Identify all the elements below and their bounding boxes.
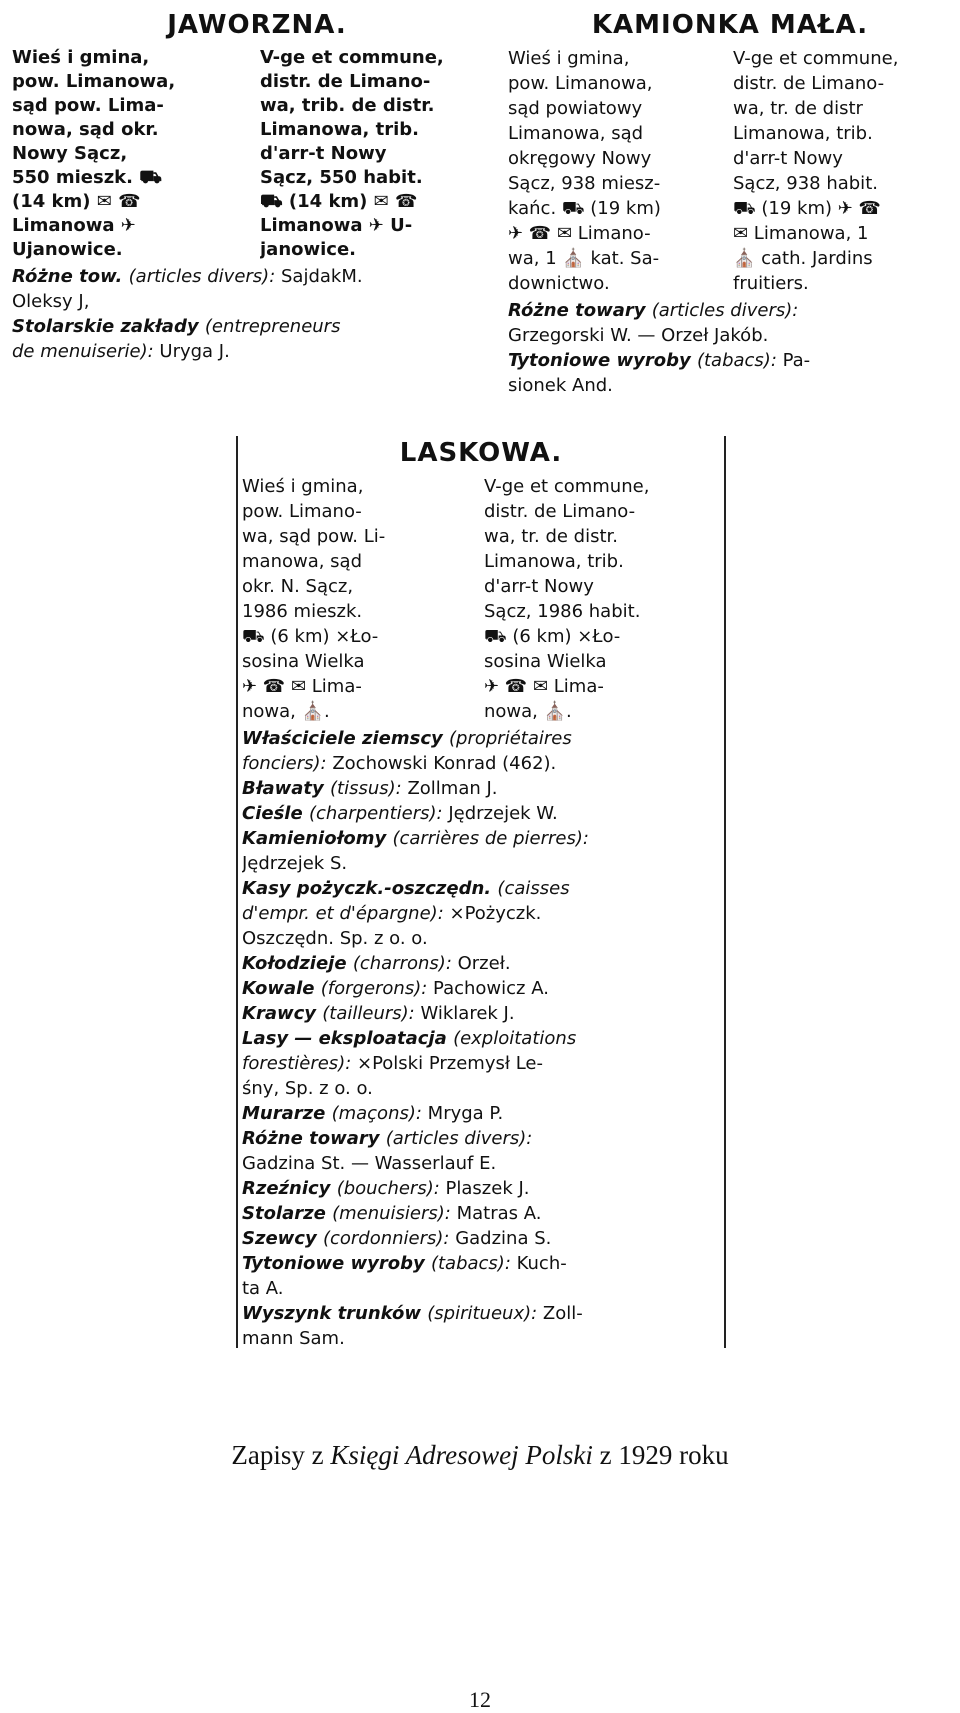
business-names: Zochowski Konrad (462). xyxy=(332,753,557,774)
description-line: nowa, ⛪. xyxy=(484,701,572,722)
trade-french: (articles divers): xyxy=(128,266,281,287)
listing-row xyxy=(242,1201,720,1226)
description-line: okr. N. Sącz, xyxy=(242,576,354,597)
description-line: Sącz, 938 miesz- xyxy=(508,173,661,194)
description-line: d'arr-t Nowy xyxy=(260,143,387,164)
entry-description-laskowa xyxy=(242,474,720,724)
trade-name: Tytoniowe wyroby xyxy=(242,1253,431,1274)
business-names: Gadzina St. — Wasserlauf E. xyxy=(242,1153,497,1174)
business-names: Oleksy J, xyxy=(12,291,90,312)
trade-french: (cordonniers): xyxy=(322,1228,456,1249)
description-line: Limanowa, trib. xyxy=(733,123,873,144)
listing-row xyxy=(242,976,720,1001)
description-line: kańc. ⛟ (19 km) xyxy=(508,198,661,219)
listing-row xyxy=(242,726,720,751)
description-line: d'arr-t Nowy xyxy=(733,148,843,169)
description-line: Nowy Sącz, xyxy=(12,143,128,164)
description-line: distr. de Limano- xyxy=(484,501,636,522)
listing-row xyxy=(12,339,502,364)
trade-french: (tabacs): xyxy=(430,1253,517,1274)
trade-name: Murarze xyxy=(242,1103,332,1124)
business-names: Wiklarek J. xyxy=(420,1003,515,1024)
business-names: Plaszek J. xyxy=(445,1178,530,1199)
listing-row xyxy=(242,1176,720,1201)
description-line: sąd powiatowy xyxy=(508,98,643,119)
description-line: Limanowa, trib. xyxy=(484,551,624,572)
listing-row xyxy=(242,851,720,876)
trade-name: Wyszynk trunków xyxy=(242,1303,428,1324)
trade-listing-jaworzna xyxy=(12,264,502,364)
description-line: pow. Limano- xyxy=(242,501,362,522)
caption-title: Księgi Adresowej Polski xyxy=(330,1440,593,1470)
trade-name: Właściciele ziemscy xyxy=(242,728,449,749)
listing-row xyxy=(242,951,720,976)
description-line: Sącz, 938 habit. xyxy=(733,173,878,194)
description-line: d'arr-t Nowy xyxy=(484,576,594,597)
description-line: ⛟ (19 km) ✈ ☎ xyxy=(733,198,881,219)
trade-name: Lasy — eksploatacja xyxy=(242,1028,454,1049)
figure-caption xyxy=(0,1440,960,1471)
description-line: ⛪ cath. Jardins xyxy=(733,248,873,269)
business-names: Pa- xyxy=(782,350,811,371)
listing-row xyxy=(508,298,952,323)
trade-french: fonciers): xyxy=(242,753,333,774)
listing-row xyxy=(12,314,502,339)
entry-description-kamionka-mala xyxy=(508,46,952,296)
business-names: Zoll- xyxy=(542,1303,583,1324)
description-french xyxy=(484,474,720,724)
description-line: wa, sąd pow. Li- xyxy=(242,526,386,547)
business-names: Gadzina S. xyxy=(455,1228,552,1249)
trade-french: (exploitations xyxy=(453,1028,577,1049)
description-polish xyxy=(242,474,478,724)
trade-french: (charrons): xyxy=(352,953,458,974)
trade-french: (entrepreneurs xyxy=(204,316,341,337)
entry-heading-jaworzna: JAWORZNA. xyxy=(167,10,347,40)
caption-prefix: Zapisy z xyxy=(231,1440,331,1470)
listing-row xyxy=(242,1251,720,1276)
description-line: sąd pow. Lima- xyxy=(12,95,164,116)
description-line: wa, trib. de distr. xyxy=(260,95,435,116)
trade-french: (spiritueux): xyxy=(427,1303,543,1324)
description-line: Sącz, 550 habit. xyxy=(260,167,423,188)
trade-french: (tabacs): xyxy=(696,350,783,371)
description-line: janowice. xyxy=(260,239,357,260)
description-line: distr. de Limano- xyxy=(733,73,885,94)
trade-name: Cieśle xyxy=(242,803,309,824)
description-line: ✈ ☎ ✉ Lima- xyxy=(484,676,604,697)
description-line: ⛟ (6 km) ×Ło- xyxy=(484,626,621,647)
trade-french: forestières): xyxy=(242,1053,357,1074)
trade-french: (caisses xyxy=(497,878,570,899)
description-polish xyxy=(508,46,727,296)
business-names: ×Polski Przemysł Le- xyxy=(357,1053,543,1074)
trade-name: Stolarze xyxy=(242,1203,333,1224)
listing-row xyxy=(508,323,952,348)
listing-row xyxy=(242,1001,720,1026)
trade-name: Szewcy xyxy=(242,1228,323,1249)
description-line: Wieś i gmina, xyxy=(242,476,364,497)
description-line: Limanowa ✈ U- xyxy=(260,215,413,236)
listing-row xyxy=(242,901,720,926)
business-names: SajdakM. xyxy=(280,266,363,287)
trade-french: (maçons): xyxy=(331,1103,428,1124)
description-line: ✈ ☎ ✉ Limano- xyxy=(508,223,651,244)
listing-row xyxy=(242,1076,720,1101)
listing-row xyxy=(12,289,502,314)
trade-name: Krawcy xyxy=(242,1003,323,1024)
description-line: sosina Wielka xyxy=(484,651,607,672)
trade-french: (articles divers): xyxy=(651,300,799,321)
business-names: Jędrzejek W. xyxy=(448,803,558,824)
listing-row xyxy=(242,1301,720,1326)
description-line: wa, tr. de distr xyxy=(733,98,863,119)
trade-name: Tytoniowe wyroby xyxy=(508,350,697,371)
scan-kamionka-mala xyxy=(508,8,952,408)
description-line: manowa, sąd xyxy=(242,551,363,572)
business-names: Grzegorski W. — Orzeł Jakób. xyxy=(508,325,769,346)
description-line: Limanowa, sąd xyxy=(508,123,644,144)
listing-row xyxy=(12,264,502,289)
business-names: Uryga J. xyxy=(159,341,230,362)
description-line: nowa, ⛪. xyxy=(242,701,330,722)
description-line: Sącz, 1986 habit. xyxy=(484,601,641,622)
scan-laskowa xyxy=(242,436,720,1348)
listing-row xyxy=(242,876,720,901)
description-line: 1986 mieszk. xyxy=(242,601,363,622)
business-names: ta A. xyxy=(242,1278,284,1299)
description-line: sosina Wielka xyxy=(242,651,365,672)
description-french xyxy=(733,46,952,296)
trade-name: Kamieniołomy xyxy=(242,828,393,849)
description-line: pow. Limanowa, xyxy=(12,71,176,92)
description-line: V-ge et commune, xyxy=(733,48,899,69)
trade-french: (tailleurs): xyxy=(322,1003,421,1024)
description-line: distr. de Limano- xyxy=(260,71,431,92)
business-names: sionek And. xyxy=(508,375,613,396)
listing-row xyxy=(242,1051,720,1076)
listing-row xyxy=(508,348,952,373)
business-names: Mryga P. xyxy=(427,1103,504,1124)
description-line: Limanowa ✈ xyxy=(12,215,136,236)
description-french xyxy=(260,46,502,262)
listing-row xyxy=(242,1326,720,1348)
description-line: nowa, sąd okr. xyxy=(12,119,159,140)
listing-row xyxy=(242,1101,720,1126)
trade-french: de menuiserie): xyxy=(12,341,160,362)
description-polish xyxy=(12,46,254,262)
trade-name: Różne tow. xyxy=(12,266,129,287)
business-names: Kuch- xyxy=(516,1253,567,1274)
business-names: Pachowicz A. xyxy=(433,978,549,999)
business-names: śny, Sp. z o. o. xyxy=(242,1078,373,1099)
trade-name: Kasy pożyczk.-oszczędn. xyxy=(242,878,498,899)
trade-french: (menuisiers): xyxy=(332,1203,457,1224)
trade-french: (articles divers): xyxy=(385,1128,533,1149)
listing-row xyxy=(242,826,720,851)
description-line: fruitiers. xyxy=(733,273,809,294)
listing-row xyxy=(242,1276,720,1301)
listing-row xyxy=(242,751,720,776)
business-names: mann Sam. xyxy=(242,1328,345,1348)
description-line: (14 km) ✉ ☎ xyxy=(12,191,141,212)
trade-name: Kowale xyxy=(242,978,321,999)
entry-heading-kamionka-mala: KAMIONKA MAŁA. xyxy=(591,10,869,40)
trade-french: (carrières de pierres): xyxy=(392,828,589,849)
trade-name: Rzeźnicy xyxy=(242,1178,337,1199)
description-line: V-ge et commune, xyxy=(484,476,650,497)
page-number: 12 xyxy=(469,1687,491,1712)
description-line: Ujanowice. xyxy=(12,239,123,260)
entry-description-jaworzna xyxy=(12,46,502,262)
business-names: Matras A. xyxy=(456,1203,542,1224)
scan-jaworzna xyxy=(12,8,502,408)
description-line: ✈ ☎ ✉ Lima- xyxy=(242,676,362,697)
description-line: Limanowa, trib. xyxy=(260,119,419,140)
entry-heading-laskowa: LASKOWA. xyxy=(399,438,563,468)
trade-name: Stolarskie zakłady xyxy=(12,316,205,337)
description-line: downictwo. xyxy=(508,273,610,294)
description-line: ⛟ (14 km) ✉ ☎ xyxy=(260,191,418,212)
trade-french: (propriétaires xyxy=(449,728,572,749)
trade-french: (charpentiers): xyxy=(308,803,449,824)
description-line: pow. Limanowa, xyxy=(508,73,653,94)
listing-row xyxy=(242,1151,720,1176)
description-line: V-ge et commune, xyxy=(260,47,444,68)
trade-name: Różne towary xyxy=(242,1128,386,1149)
column-rule-right xyxy=(724,436,726,1348)
description-line: wa, tr. de distr. xyxy=(484,526,618,547)
business-names: Zollman J. xyxy=(407,778,498,799)
trade-french: (forgerons): xyxy=(320,978,434,999)
business-names: Jędrzejek S. xyxy=(242,853,348,874)
listing-row xyxy=(242,801,720,826)
description-line: Wieś i gmina, xyxy=(508,48,630,69)
listing-row xyxy=(242,1226,720,1251)
trade-listing-kamionka-mala xyxy=(508,298,952,398)
trade-name: Bławaty xyxy=(242,778,330,799)
trade-french: (tissus): xyxy=(330,778,408,799)
description-line: okręgowy Nowy xyxy=(508,148,652,169)
trade-french: (bouchers): xyxy=(336,1178,446,1199)
listing-row xyxy=(242,1126,720,1151)
description-line: Wieś i gmina, xyxy=(12,47,150,68)
description-line: 550 mieszk. ⛟ xyxy=(12,167,162,188)
listing-row xyxy=(242,1026,720,1051)
business-names: Orzeł. xyxy=(457,953,511,974)
description-line: ✉ Limanowa, 1 xyxy=(733,223,869,244)
trade-name: Różne towary xyxy=(508,300,652,321)
trade-french: d'empr. et d'épargne): xyxy=(242,903,450,924)
trade-listing-laskowa xyxy=(242,726,720,1348)
description-line: wa, 1 ⛪ kat. Sa- xyxy=(508,248,660,269)
listing-row xyxy=(508,373,952,398)
business-names: ×Pożyczk. xyxy=(449,903,542,924)
description-line: ⛟ (6 km) ×Ło- xyxy=(242,626,379,647)
business-names: Oszczędn. Sp. z o. o. xyxy=(242,928,428,949)
listing-row xyxy=(242,926,720,951)
trade-name: Kołodzieje xyxy=(242,953,353,974)
caption-suffix: z 1929 roku xyxy=(592,1440,729,1470)
listing-row xyxy=(242,776,720,801)
column-rule-left xyxy=(236,436,238,1348)
